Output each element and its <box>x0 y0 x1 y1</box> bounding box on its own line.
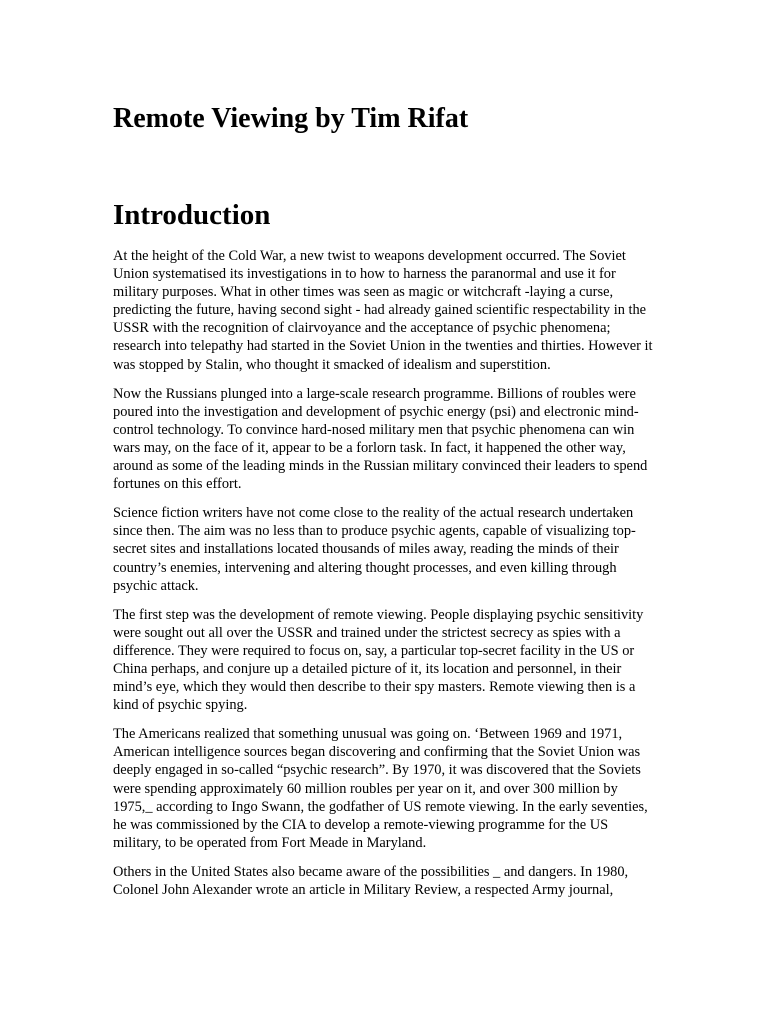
paragraph: The Americans realized that something unusual was going on. ‘Between 1969 and 1971, American intelligence sources began discovering and confirming that the Soviet Union was deeply engaged in so-called “psychic research”. By 1970, it was discovered that the Soviets were spending approximately 60 million roubles per year on it, and over 300 million by 1975,_ according to Ingo Swann, the godfather of US remote viewing. In the early seventies, he was commissioned by the CIA to develop a remote-viewing programme for the US military, to be operated from Fort Meade in Maryland. <box>113 726 648 851</box>
document-title: Remote Viewing by Tim Rifat <box>113 103 469 134</box>
paragraph: At the height of the Cold War, a new twist to weapons development occurred. The Soviet Union systematised its investigations in to how to harness the paranormal and use it for military purposes. What in other times was seen as magic or witchcraft -laying a curse, predicting the future, having second sight - had already gained scientific respectability in the USSR with the recognition of clairvoyance and the acceptance of psychic phenomena; research into telepathy had started in the Soviet Union in the twenties and thirties. However it was stopped by Stalin, who thought it smacked of idealism and superstition. <box>113 248 653 373</box>
paragraph: Science fiction writers have not come close to the reality of the actual research undertaken since then. The aim was no less than to produce psychic agents, capable of visualizing top-secret sites and installations located thousands of miles away, reading the minds of their country’s enemies, intervening and altering thought processes, and even killing through psychic attack. <box>113 505 636 594</box>
paragraph: The first step was the development of remote viewing. People displaying psychic sensitivity were sought out all over the USSR and trained under the strictest secrecy as spies with a difference. They were required to focus on, say, a particular top-secret facility in the US or China perhaps, and conjure up a detailed picture of it, its location and personnel, in their mind’s eye, which they would then describe to their spy masters. Remote viewing then is a kind of psychic spying. <box>113 606 644 714</box>
paragraph: Others in the United States also became aware of the possibilities _ and dangers. In 1980, Colonel John Alexander wrote an article in Military Review, a respected Army journal, <box>113 863 629 898</box>
paragraph: Now the Russians plunged into a large-scale research programme. Billions of roubles were poured into the investigation and development of psychic energy (psi) and electronic mind-control technology. To convince hard-nosed military men that psychic phenomena can win wars may, on the face of it, appear to be a forlorn task. In fact, it happened the other way, around as some of the leading minds in the Russian military convinced their leaders to spend fortunes on this effort. <box>113 385 648 493</box>
section-heading: Introduction <box>113 199 271 231</box>
document-body <box>113 247 658 910</box>
